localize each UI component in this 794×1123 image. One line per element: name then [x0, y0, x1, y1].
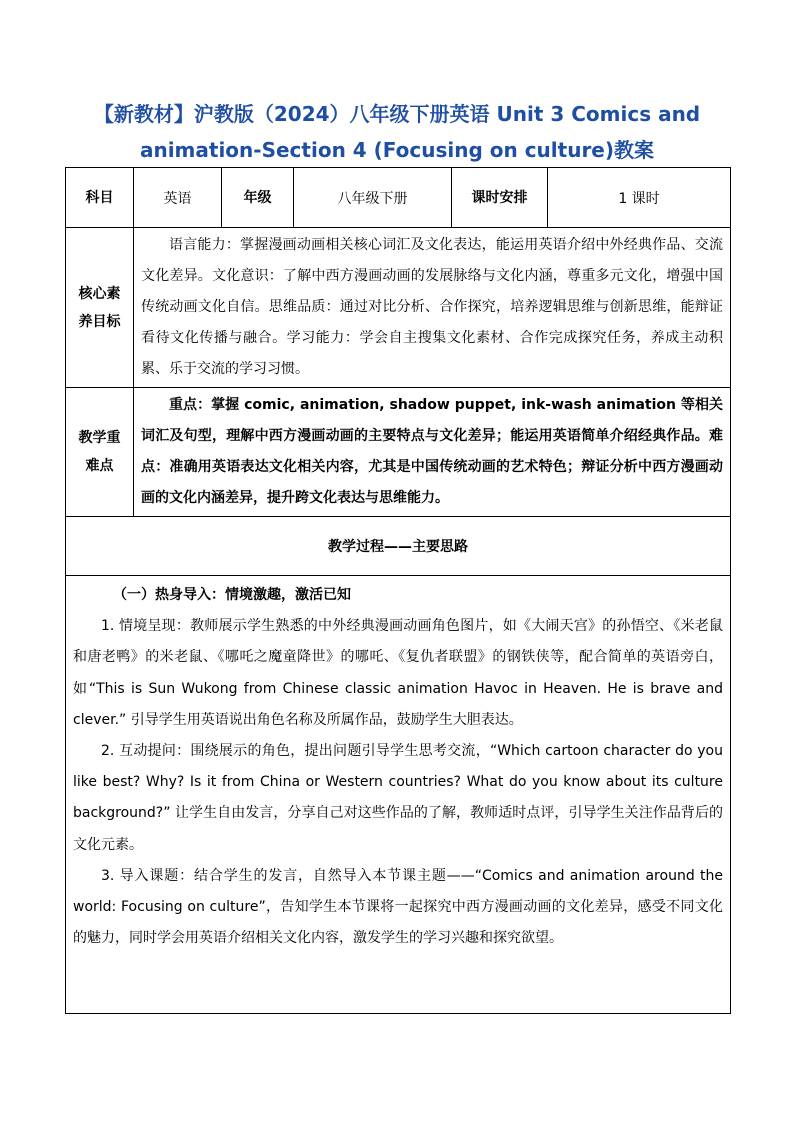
hours-value: 1 课时 [548, 168, 731, 228]
hours-label: 课时安排 [452, 168, 548, 228]
core-goals-paragraph: 语言能力：掌握漫画动画相关核心词汇及文化表达，能运用英语介绍中外经典作品、交流文化差异。文化意识：了解中西方漫画动画的发展脉络与文化内涵，尊重多元文化，增强中国传统动画文化自信。思维品质：通过对比分析、合作探究，培养逻辑思维与创新思维，能辩证看待文化传播与融合。学习能力：学会自主搜集文化素材、合作完成探究任务，养成主动积累、乐于交流的学习习惯。 [141, 237, 723, 377]
step-1: 1. 情境呈现：教师展示学生熟悉的中外经典漫画动画角色图片，如《大闹天宫》的孙悟空、《米老鼠和唐老鸭》的米老鼠、《哪吒之魔童降世》的哪吒、《复仇者联盟》的钢铁侠等，配合简单的英语旁白，如“This is Sun Wukong from Chinese classic animation Havoc in Heaven. He is brave and clever.” 引导学生用英语说出角色名称及所属作品，鼓励学生大胆表达。 [73, 618, 723, 728]
grade-label: 年级 [222, 168, 294, 228]
core-goals-row [66, 228, 731, 388]
subject-label: 科目 [66, 168, 134, 228]
lesson-plan-table [65, 167, 731, 1014]
grade-value: 八年级下册 [294, 168, 452, 228]
key-points-paragraph: 重点：掌握 comic, animation, shadow puppet, ink-wash animation 等相关词汇及句型，理解中西方漫画动画的主要特点与文化差异；能运用英语简单介绍经典作品。难点：准确用英语表达文化相关内容，尤其是中国传统动画的艺术特色；辩证分析中西方漫画动画的文化内涵差异，提升跨文化表达与思维能力。 [141, 397, 723, 506]
info-row [66, 168, 731, 228]
document-title [0, 96, 794, 168]
process-body-row [66, 576, 731, 1014]
title-line-2: animation-Section 4 (Focusing on culture)教案 [139, 138, 655, 162]
core-goals-label: 核心素养目标 [66, 228, 134, 388]
key-points-text [134, 388, 731, 517]
step-3: 3. 导入课题：结合学生的发言，自然导入本节课主题——“Comics and animation around the world: Focusing on culture”，告知学生本节课将一起探究中西方漫画动画的文化差异，感受不同文化的魅力，同时学会用英语介绍相关文化内容，激发学生的学习兴趣和探究欲望。 [73, 867, 723, 947]
step-2: 2. 互动提问：围绕展示的角色，提出问题引导学生思考交流，“Which cartoon character do you like best? Why? Is it from China or Western countries? What do you know about its culture background?” 让学生自由发言，分享自己对这些作品的了解，教师适时点评，引导学生关注作品背后的文化元素。 [73, 743, 723, 853]
process-body [66, 576, 731, 1014]
title-line-1: 【新教材】沪教版（2024）八年级下册英语 Unit 3 Comics and [93, 102, 701, 126]
process-heading-row [66, 517, 731, 576]
section-title-warmup: （一）热身导入：情境激趣，激活已知 [113, 587, 351, 603]
subject-value: 英语 [134, 168, 222, 228]
process-heading: 教学过程——主要思路 [66, 517, 731, 576]
key-points-label: 教学重难点 [66, 388, 134, 517]
key-points-row [66, 388, 731, 517]
core-goals-text [134, 228, 731, 388]
